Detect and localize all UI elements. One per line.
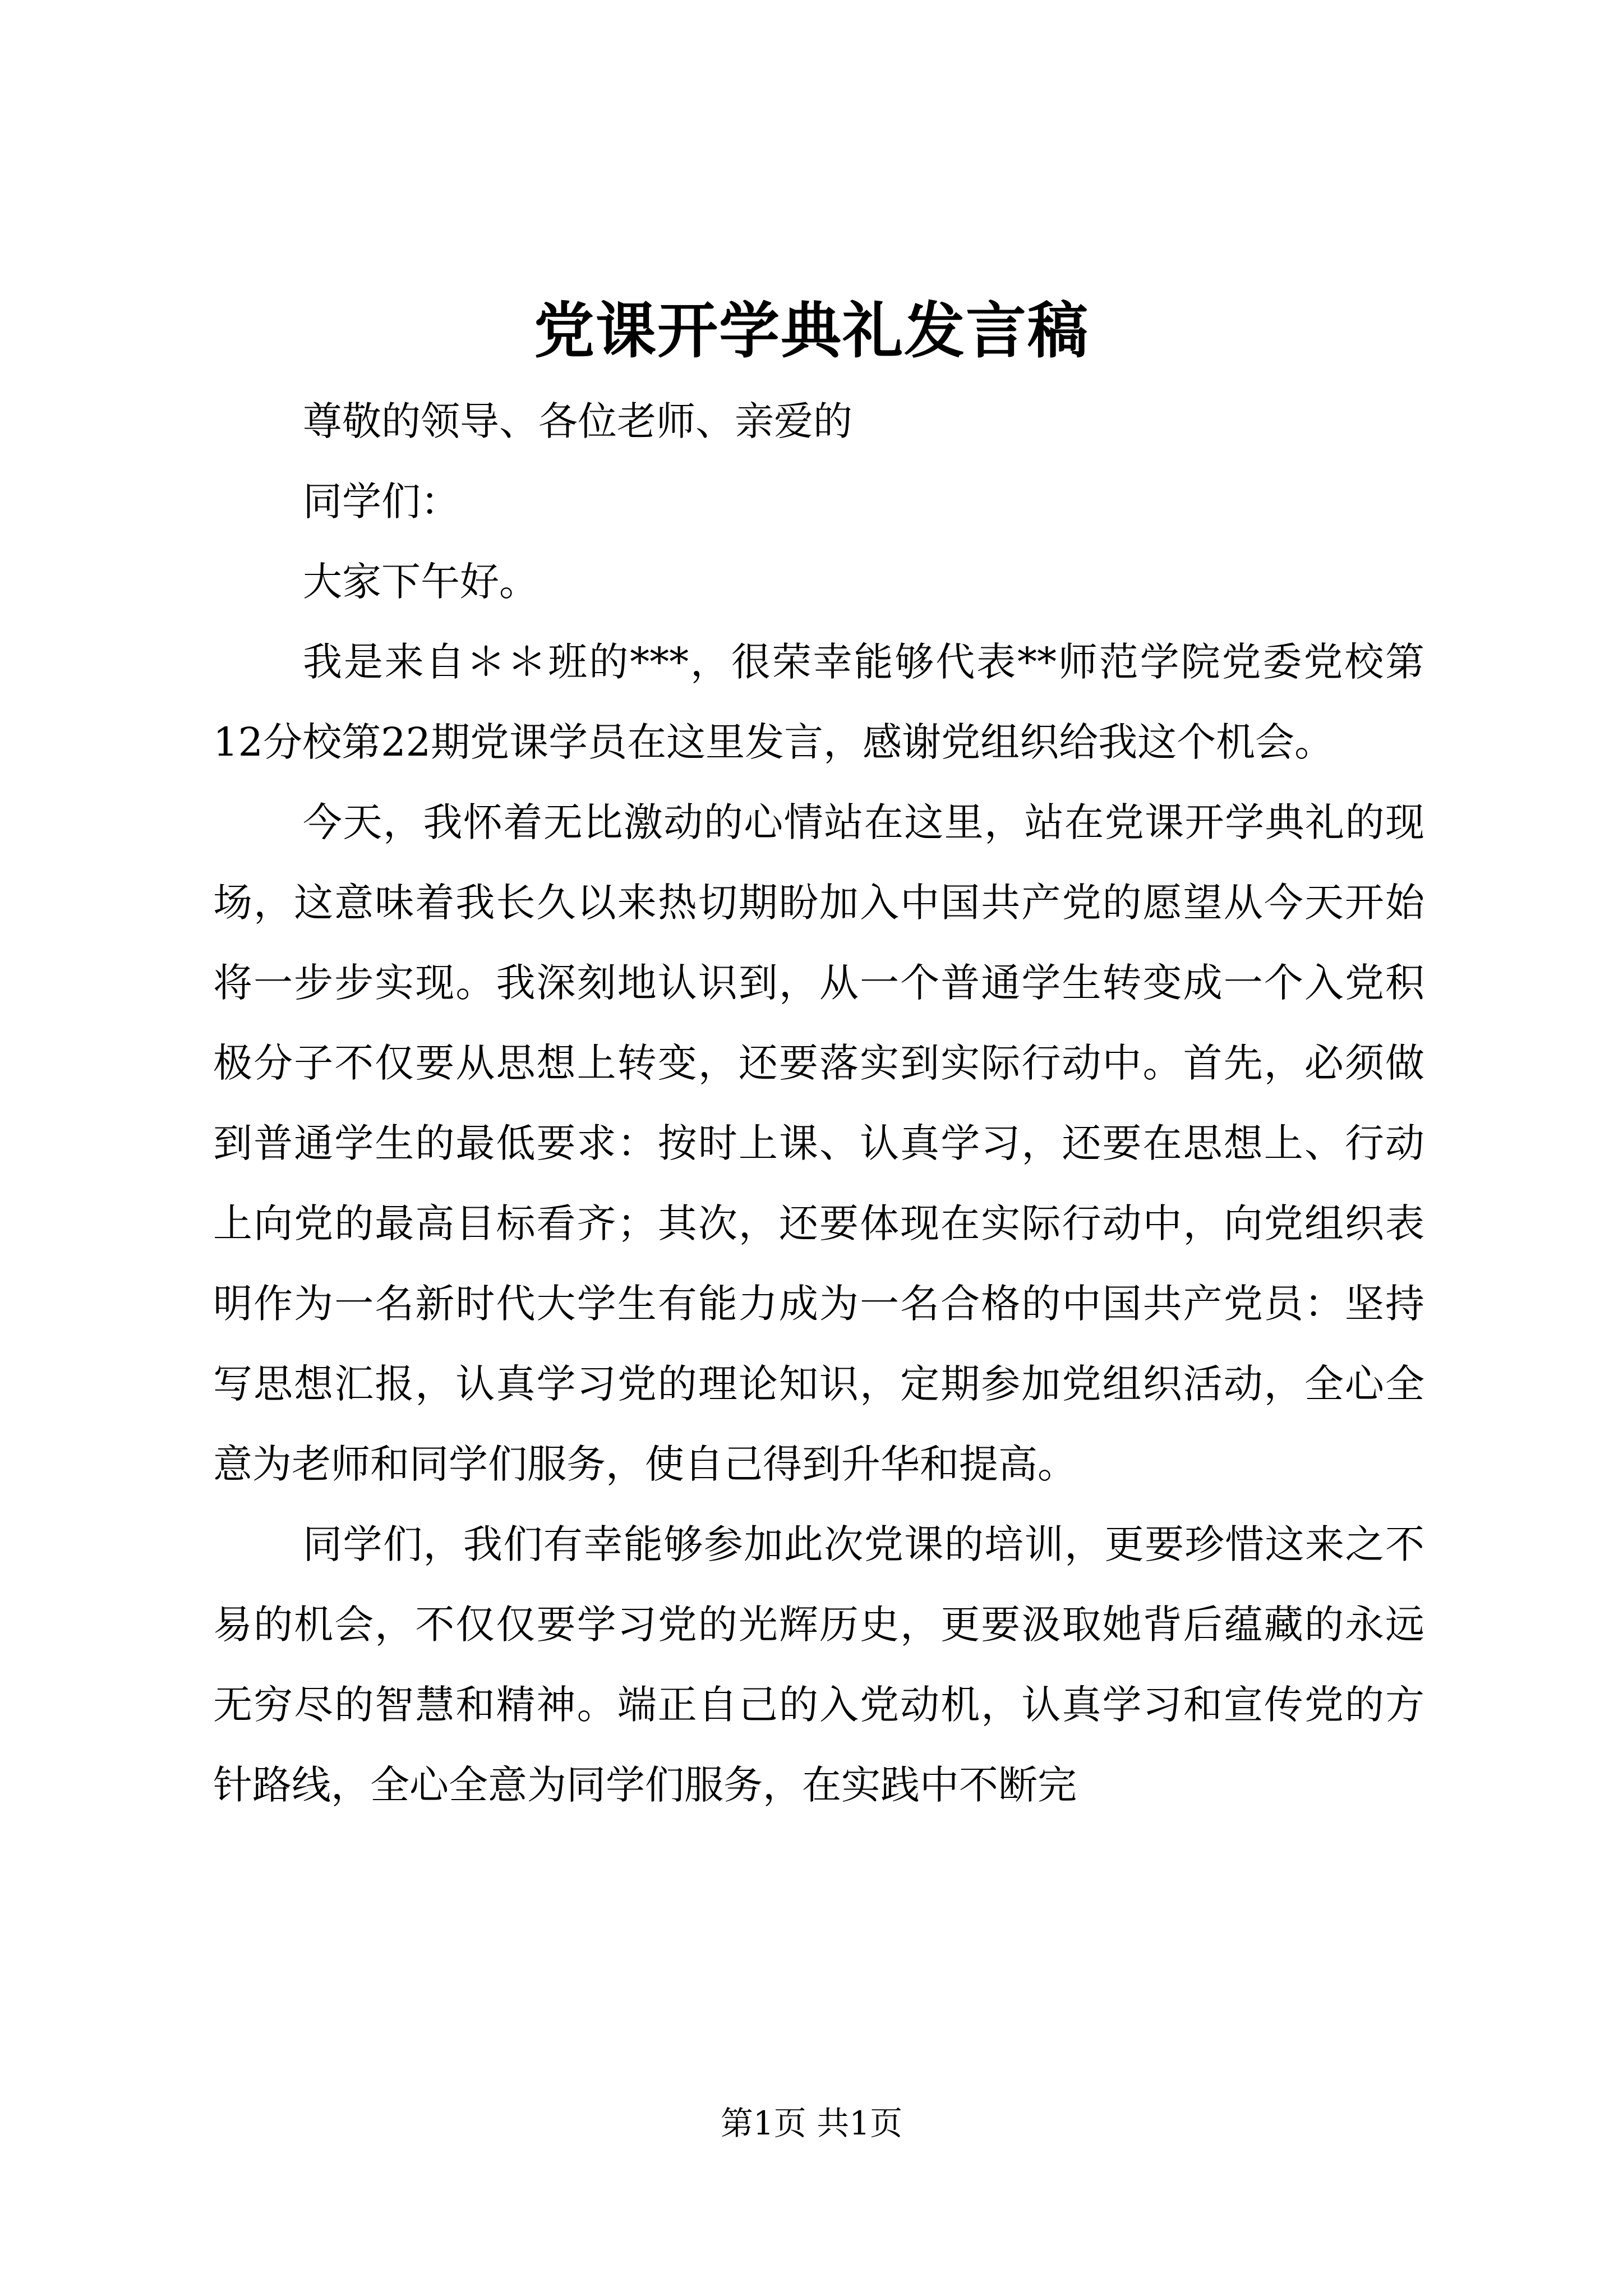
paragraph-salutation: 尊敬的领导、各位老师、亲爱的 — [303, 398, 852, 444]
paragraph-salutation-continued: 同学们： — [303, 478, 460, 524]
paragraph-introduction: 我是来自＊＊班的***，很荣幸能够代表**师范学院党委党校第12分校第22期党课学员在这里发言，感谢党组织给我这个机会。 — [213, 639, 1424, 765]
document-title: 党课开学典礼发言稿 — [533, 296, 1089, 366]
paragraph-greeting: 大家下午好。 — [303, 559, 538, 605]
document-body — [213, 381, 1424, 1825]
paragraph-main: 今天，我怀着无比激动的心情站在这里，站在党课开学典礼的现场，这意味着我长久以来热切期盼加入中国共产党的愿望从今天开始将一步步实现。我深刻地认识到，从一个普通学生转变成一个入党积极分子不仅要从思想上转变，还要落实到实际行动中。首先，必须做到普通学生的最低要求：按时上课、认真学习，还要在思想上、行动上向党的最高目标看齐；其次，还要体现在实际行动中，向党组织表明作为一名新时代大学生有能力成为一名合格的中国共产党员：坚持写思想汇报，认真学习党的理论知识，定期参加党组织活动，全心全意为老师和同学们服务，使自己得到升华和提高。 — [213, 799, 1424, 1487]
page-footer: 第1页 共1页 — [720, 2104, 903, 2142]
paragraph-closing: 同学们，我们有幸能够参加此次党课的培训，更要珍惜这来之不易的机会，不仅仅要学习党的光辉历史，更要汲取她背后蕴藏的永远无穷尽的智慧和精神。端正自己的入党动机，认真学习和宣传党的方针路线，全心全意为同学们服务，在实践中不断完 — [213, 1521, 1424, 1808]
